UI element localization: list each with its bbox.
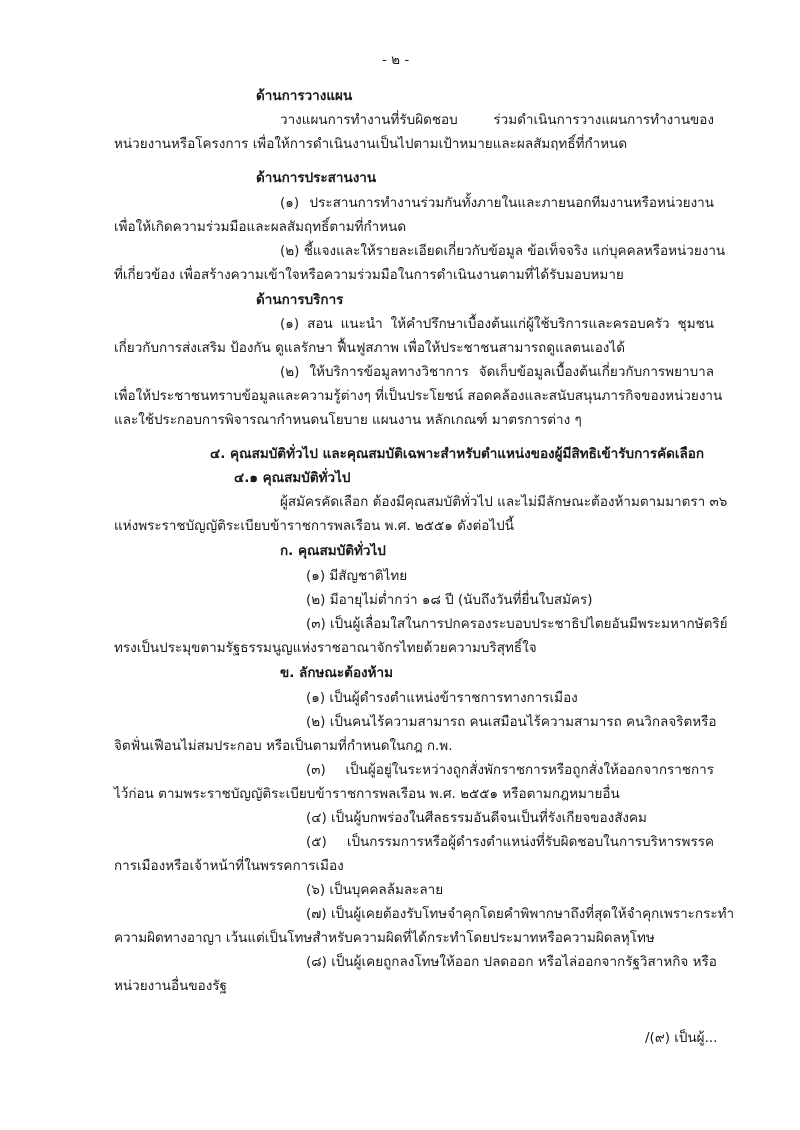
coordination-item1-line2: เพื่อให้เกิดความร่วมมือและผลสัมฤทธิ์ตามที่กำหนด [114,219,407,235]
prohibited-item5-line2: การเมืองหรือเจ้าหน้าที่ในพรรคการเมือง [114,858,344,874]
prohibited-item6: (๖) เป็นบุคคลล้มละลาย [306,882,444,898]
prohibited-item5-line1: (๕) เป็นกรรมการหรือผู้ดำรงตำแหน่งที่รับผิดชอบในการบริหารพรรค [306,834,714,850]
section4-intro-line1: ผู้สมัครคัดเลือก ต้องมีคุณสมบัติทั่วไป และไม่มีลักษณะต้องห้ามตามมาตรา ๓๖ [280,494,728,510]
prohibited-item3-line1: (๓) เป็นผู้อยู่ในระหว่างถูกสั่งพักราชการหรือถูกสั่งให้ออกจากราชการ [306,762,714,778]
service-heading: ด้านการบริการ [256,292,344,308]
prohibited-item3-line2: ไว้ก่อน ตามพระราชบัญญัติระเบียบข้าราชการพลเรือน พ.ศ. ๒๕๕๑ หรือตามกฎหมายอื่น [114,786,620,802]
prohibited-item8-line1: (๘) เป็นผู้เคยถูกลงโทษให้ออก ปลดออก หรือไล่ออกจากรัฐวิสาหกิจ หรือ [306,954,717,970]
prohibited-item7-line1: (๗) เป็นผู้เคยต้องรับโทษจำคุกโดยคำพิพากษาถึงที่สุดให้จำคุกเพราะกระทำ [306,906,735,922]
general-item3-line2: ทรงเป็นประมุขตามรัฐธรรมนูญแห่งราชอาณาจักรไทยด้วยความบริสุทธิ์ใจ [114,640,537,656]
coordination-heading: ด้านการประสานงาน [256,170,377,186]
general-qualifications-heading: ก. คุณสมบัติทั่วไป [280,543,386,559]
section4-intro-line2: แห่งพระราชบัญญัติระเบียบข้าราชการพลเรือน พ.ศ. ๒๕๕๑ ดังต่อไปนี้ [114,518,514,534]
general-item3-line1: (๓) เป็นผู้เลื่อมใสในการปกครองระบอบประชาธิปไตยอันมีพระมหากษัตริย์ [306,616,728,632]
continuation-marker: /(๙) เป็นผู้... [645,1030,718,1046]
service-item1-line1: (๑) สอน แนะนำ ให้คำปรึกษาเบื้องต้นแก่ผู้ใช้บริการและครอบครัว ชุมชน [280,316,714,332]
prohibited-item4: (๔) เป็นผู้บกพร่องในศีลธรรมอันดีจนเป็นที่รังเกียจของสังคม [306,810,647,826]
coordination-item2-line1: (๒) ชี้แจงและให้รายละเอียดเกี่ยวกับข้อมูล ข้อเท็จจริง แก่บุคคลหรือหน่วยงาน [280,243,726,259]
general-item2: (๒) มีอายุไม่ต่ำกว่า ๑๘ ปี (นับถึงวันที่ยื่นใบสมัคร) [306,592,593,608]
section4-1-heading: ๔.๑ คุณสมบัติทั่วไป [234,470,351,486]
planning-paragraph-line2: หน่วยงานหรือโครงการ เพื่อให้การดำเนินงานเป็นไปตามเป้าหมายและผลสัมฤทธิ์ที่กำหนด [114,136,628,152]
prohibited-item8-line2: หน่วยงานอื่นของรัฐ [114,978,227,994]
prohibited-item2-line2: จิตฟั่นเฟือนไม่สมประกอบ หรือเป็นตามที่กำหนดในกฎ ก.พ. [114,738,453,754]
page-number: - ๒ - [382,52,410,68]
service-item1-line2: เกี่ยวกับการส่งเสริม ป้องกัน ดูแลรักษา ฟื้นฟูสภาพ เพื่อให้ประชาชนสามารถดูแลตนเองได้ [114,340,625,356]
service-item2-line3: และใช้ประกอบการพิจารณากำหนดนโยบาย แผนงาน หลักเกณฑ์ มาตรการต่าง ๆ [114,412,582,428]
service-item2-line2: เพื่อให้ประชาชนทราบข้อมูลและความรู้ต่างๆ ที่เป็นประโยชน์ สอดคล้องและสนับสนุนภารกิจของหน่วยงาน [114,388,723,404]
coordination-item2-line2: ที่เกี่ยวข้อง เพื่อสร้างความเข้าใจหรือความร่วมมือในการดำเนินงานตามที่ได้รับมอบหมาย [114,267,624,283]
coordination-item1-line1: (๑) ประสานการทำงานร่วมกันทั้งภายในและภายนอกทีมงานหรือหน่วยงาน [280,195,714,211]
planning-heading: ด้านการวางแผน [256,88,353,104]
prohibited-item2-line1: (๒) เป็นคนไร้ความสามารถ คนเสมือนไร้ความสามารถ คนวิกลจริตหรือ [306,714,717,730]
planning-paragraph-line1: วางแผนการทำงานที่รับผิดชอบ ร่วมดำเนินการวางแผนการทำงานของ [280,112,714,128]
general-item1: (๑) มีสัญชาติไทย [306,568,408,584]
prohibited-item1: (๑) เป็นผู้ดำรงตำแหน่งข้าราชการทางการเมือง [306,690,578,706]
prohibited-heading: ข. ลักษณะต้องห้าม [280,665,394,681]
service-item2-line1: (๒) ให้บริการข้อมูลทางวิชาการ จัดเก็บข้อมูลเบื้องต้นเกี่ยวกับการพยาบาล [280,364,714,380]
section4-heading: ๔. คุณสมบัติทั่วไป และคุณสมบัติเฉพาะสำหรับตำแหน่งของผู้มีสิทธิเข้ารับการคัดเลือก [210,446,705,462]
prohibited-item7-line2: ความผิดทางอาญา เว้นแต่เป็นโทษสำหรับความผิดที่ได้กระทำโดยประมาทหรือความผิดลหุโทษ [114,930,655,946]
